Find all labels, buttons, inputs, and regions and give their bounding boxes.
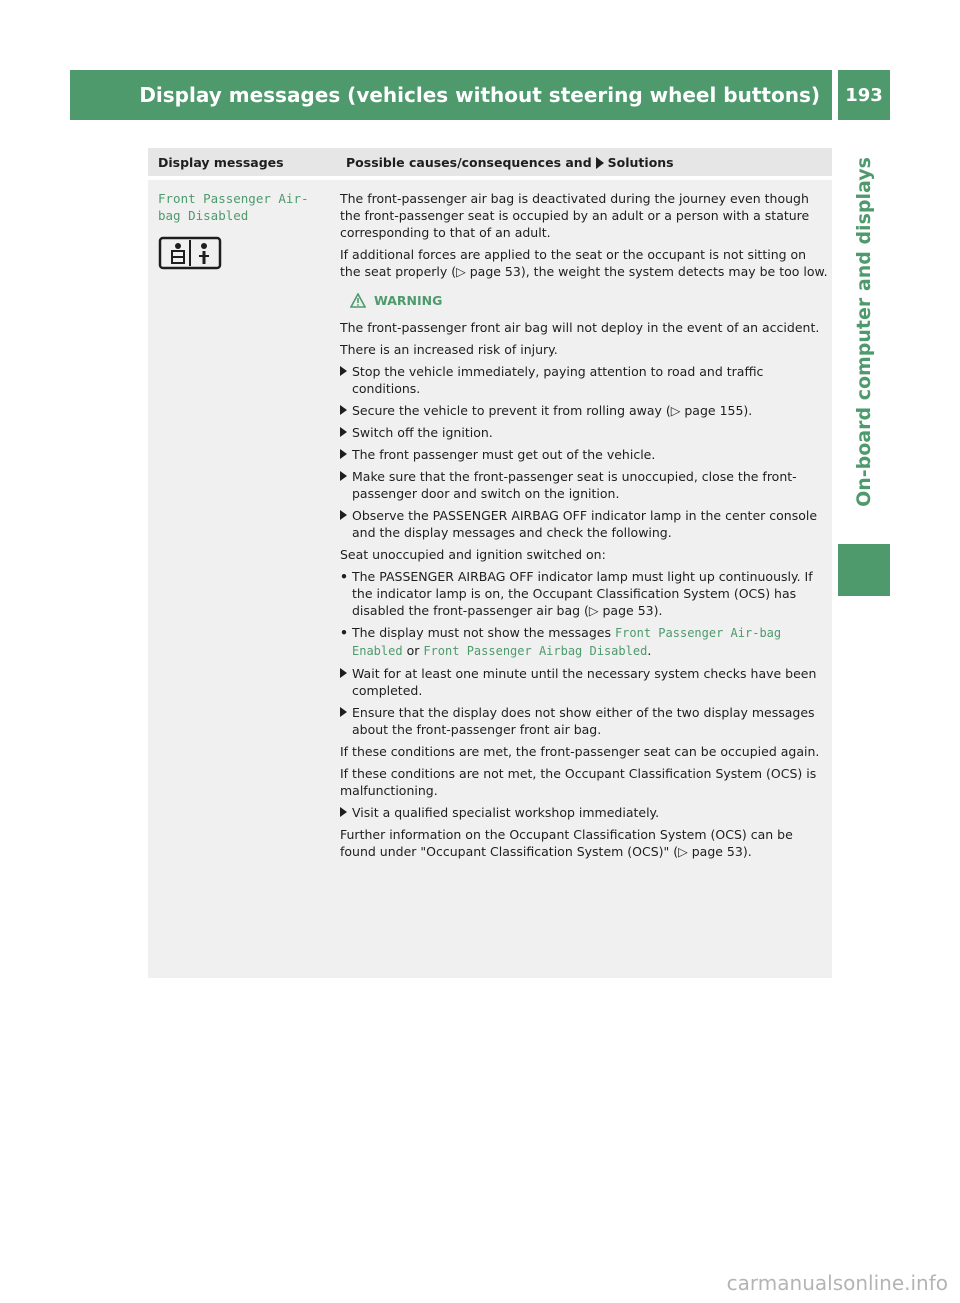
bullet-item: • The PASSENGER AIRBAG OFF indicator lamp must light up continuously. If the indicator lamp is on, the Occupant Classification System (OCS) has disabled the front-passenger air bag (▷ page 53). bbox=[340, 569, 813, 618]
paragraph: Further information on the Occupant Classification System (OCS) can be found under "Occupant Classification System (OCS)" (▷ page 53). bbox=[340, 827, 793, 859]
step-arrow-icon bbox=[340, 366, 347, 376]
step-item: Visit a qualified specialist workshop immediately. bbox=[340, 804, 828, 821]
step-item: Make sure that the front-passenger seat is unoccupied, close the front-passenger door and switch on the ignition. bbox=[340, 468, 828, 502]
message-reference: Front Passenger Air-bag Enabled bbox=[352, 626, 782, 658]
warning-text: The front-passenger front air bag will not deploy in the event of an accident. bbox=[340, 320, 820, 335]
page-header bbox=[70, 70, 832, 120]
step-arrow-icon bbox=[340, 668, 347, 678]
page-number bbox=[838, 70, 890, 120]
step-item: Switch off the ignition. bbox=[340, 424, 828, 441]
page-title: Display messages (vehicles without steering wheel buttons) bbox=[139, 83, 820, 107]
paragraph: If additional forces are applied to the seat or the occupant is not sitting on the seat properly (▷ page 53), the weight the system detects may be too low. bbox=[340, 247, 828, 279]
step-arrow-icon bbox=[340, 707, 347, 717]
step-item: Wait for at least one minute until the necessary system checks have been completed. bbox=[340, 665, 828, 699]
col-header-causes-text: Possible causes/consequences and bbox=[346, 155, 592, 170]
step-item: Ensure that the display does not show either of the two display messages about the front-passenger front air bag. bbox=[340, 704, 828, 738]
step-arrow-icon bbox=[340, 807, 347, 817]
col-header-solutions-text: Solutions bbox=[607, 155, 674, 170]
col-header-messages: Display messages bbox=[158, 155, 284, 170]
col-header-causes bbox=[346, 155, 674, 170]
step-arrow-icon bbox=[340, 471, 347, 481]
warning-heading bbox=[350, 292, 828, 309]
warning-triangle-icon bbox=[350, 293, 366, 308]
step-item: Stop the vehicle immediately, paying attention to road and traffic conditions. bbox=[340, 363, 828, 397]
paragraph: If these conditions are met, the front-passenger seat can be occupied again. bbox=[340, 744, 820, 759]
airbag-indicator-icon bbox=[158, 236, 222, 270]
table-row bbox=[148, 180, 832, 978]
solutions-cell bbox=[340, 190, 828, 865]
step-arrow-icon bbox=[340, 510, 347, 520]
watermark[interactable]: carmanualsonline.info bbox=[726, 1271, 948, 1295]
step-item: The front passenger must get out of the vehicle. bbox=[340, 446, 828, 463]
message-reference: Front Passenger Airbag Disabled bbox=[423, 644, 648, 658]
message-cell bbox=[158, 190, 328, 275]
warning-text: There is an increased risk of injury. bbox=[340, 342, 558, 357]
bullet-item: • The display must not show the messages Front Passenger Air-bag Enabled or Front Passenger Airbag Disabled. bbox=[340, 625, 782, 658]
paragraph: The front-passenger air bag is deactivated during the journey even though the front-passenger seat is occupied by an adult or a person with a stature corresponding to that of an adult. bbox=[340, 191, 810, 240]
step-arrow-icon bbox=[340, 405, 347, 415]
paragraph: If these conditions are not met, the Occupant Classification System (OCS) is malfunctioning. bbox=[340, 766, 817, 798]
section-marker bbox=[838, 544, 890, 596]
paragraph: Seat unoccupied and ignition switched on: bbox=[340, 547, 606, 562]
arrow-icon bbox=[596, 157, 604, 169]
step-arrow-icon bbox=[340, 427, 347, 437]
warning-label: WARNING bbox=[374, 293, 443, 308]
step-arrow-icon bbox=[340, 449, 347, 459]
display-message: Front Passenger Air-bag Disabled bbox=[158, 191, 309, 223]
step-item: Secure the vehicle to prevent it from rolling away (▷ page 155). bbox=[340, 402, 828, 419]
page-number-text: 193 bbox=[845, 84, 883, 106]
section-label bbox=[838, 126, 890, 538]
section-label-text: On-board computer and displays bbox=[853, 157, 876, 507]
table-header bbox=[148, 148, 832, 176]
step-item: Observe the PASSENGER AIRBAG OFF indicator lamp in the center console and the display messages and check the following. bbox=[340, 507, 828, 541]
